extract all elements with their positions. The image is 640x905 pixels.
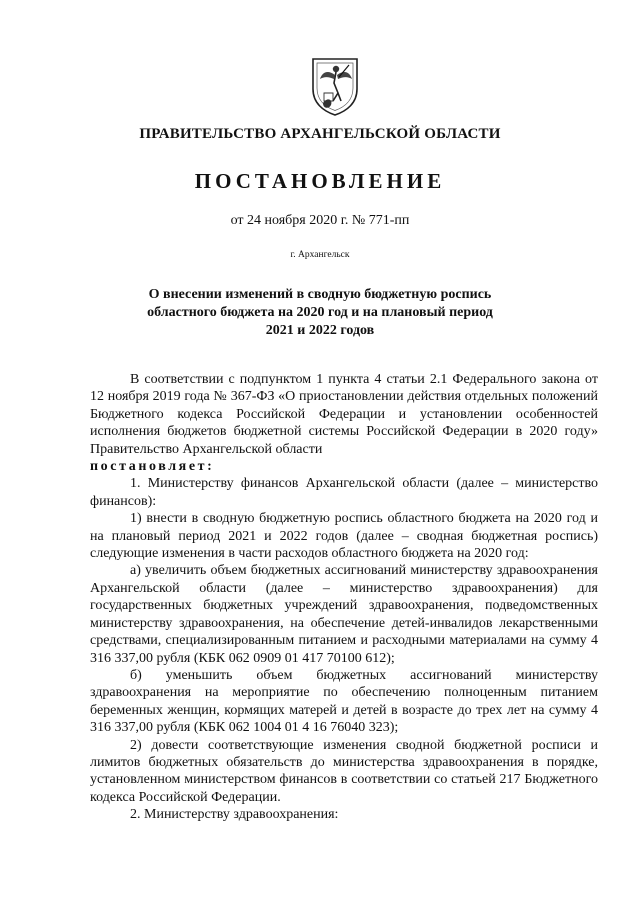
preamble-text: В соответствии с подпунктом 1 пункта 4 статьи 2.1 Федерального закона от 12 ноября 2019 года № 367-ФЗ «О приостановлении действия отдельных положений Бюджетного кодекса Российской Федерации и установлении особенностей исполнения бюджетов бюджетной системы Российской Федерации в 2020 году» Правительство Архангельской области	[90, 372, 598, 457]
resolves-word: постановляет	[90, 459, 208, 475]
subject-line: О внесении изменений в сводную бюджетную роспись	[148, 287, 492, 302]
resolves-colon: :	[207, 459, 212, 475]
city: г. Архангельск	[290, 250, 350, 260]
document-type: ПОСТАНОВЛЕНИЕ	[194, 169, 446, 193]
clause-1-1: 1) внести в сводную бюджетную роспись областного бюджета на 2020 год и на плановый период 2021 и 2022 годов (далее – сводная бюджетная роспись) следующие изменения в части расходов областного бюджета на 2020 год:	[90, 511, 598, 562]
subject-line: 2021 и 2022 годов	[265, 323, 375, 338]
clause-1-2: 2) довести соответствующие изменения сводной бюджетной росписи и лимитов бюджетных обязательств до министерства здравоохранения в порядке, установленном министерством финансов в соответствии со статьей 217 Бюджетного кодекса Российской Федерации.	[90, 737, 598, 805]
coat-of-arms-icon	[309, 55, 361, 117]
government-name: ПРАВИТЕЛЬСТВО АРХАНГЕЛЬСКОЙ ОБЛАСТИ	[139, 126, 501, 142]
document-subject	[120, 286, 520, 340]
subject-line: областного бюджета на 2020 год и на плановый период	[147, 305, 493, 320]
clause-1-1-a: а) увеличить объем бюджетных ассигнований министерству здравоохранения Архангельской области (далее – министерство здравоохранения) для государственных бюджетных учреждений здравоохранения, подведомственных министерству здравоохранения, на обеспечение детей-инвалидов лекарственными средствами, специализированным питанием и расходными материалами на сумму 4 316 337,00 рубля (КБК 062 0909 01 417 70100 612);	[90, 563, 598, 666]
clause-2: 2. Министерству здравоохранения:	[130, 807, 339, 823]
preamble-paragraph	[90, 371, 598, 475]
clause-1: 1. Министерству финансов Архангельской области (далее – министерство финансов):	[90, 476, 598, 509]
date-and-number: от 24 ноября 2020 г. № 771-пп	[230, 213, 410, 228]
clause-1-1-b: б) уменьшить объем бюджетных ассигнований министерству здравоохранения на мероприятие по обеспечению полноценным питанием беременных женщин, кормящих матерей и детей в возрасте до трех лет на сумму 4 316 337,00 рубля (КБК 062 1004 01 4 16 76040 323);	[90, 667, 598, 736]
document-body	[90, 371, 598, 824]
